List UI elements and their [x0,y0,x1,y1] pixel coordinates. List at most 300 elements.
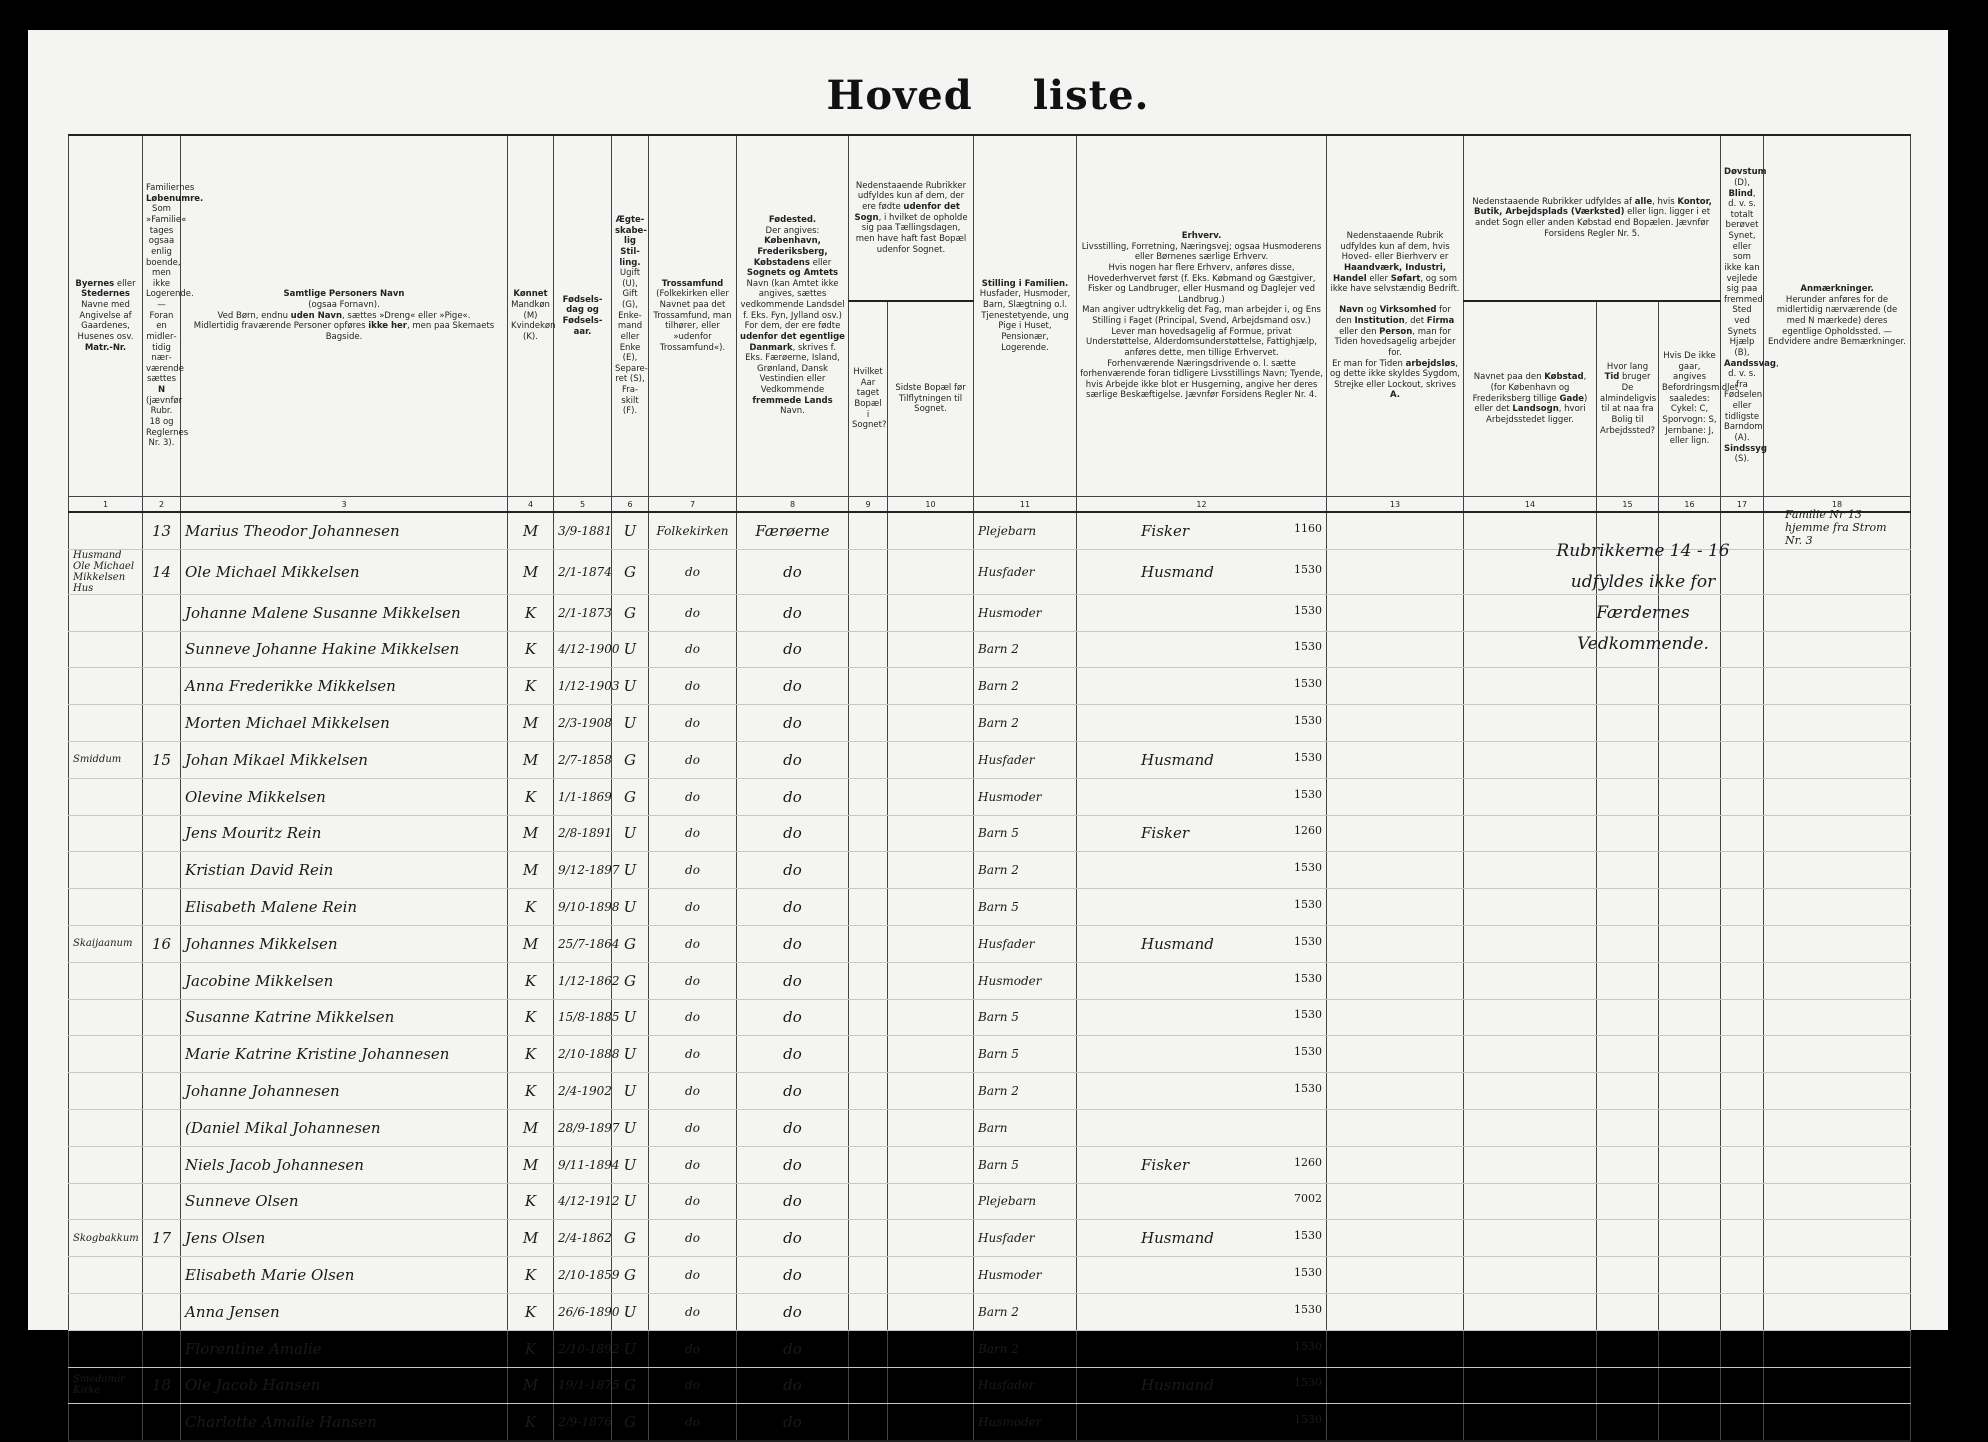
header-col-14: Navnet paa den Købstad, (for København og Frederiksberg tillige Gade) eller det Landsogn, hvori Arbejdsstedet ligger. [1464,301,1597,497]
sex-cell: K [508,889,554,926]
col-15-cell [1597,962,1659,999]
column-number-2: 2 [143,497,181,513]
place-cell [69,631,143,668]
col-17-cell [1721,1367,1764,1404]
civil-status-cell: U [612,1109,649,1146]
birthplace-cell: do [737,925,849,962]
col-15-cell [1597,1036,1659,1073]
col-15-cell [1597,1183,1659,1220]
birth-date-cell: 1/1-1869 [554,778,612,815]
column-number-11: 11 [974,497,1077,513]
col-9-cell [849,1073,888,1110]
sex-cell: M [508,1367,554,1404]
occupation-code: 1530 [1294,603,1323,617]
col-10-cell [888,815,974,852]
table-row [69,852,1911,889]
occupation-cell [1077,925,1327,962]
col-15-cell [1597,1293,1659,1330]
name-cell: Johannes Mikkelsen [181,925,508,962]
col-17-cell [1721,999,1764,1036]
name-cell: Jens Olsen [181,1220,508,1257]
civil-status-cell: U [612,852,649,889]
col-13-cell [1327,815,1464,852]
col-13-cell [1327,1404,1464,1441]
col-10-cell [888,1146,974,1183]
family-number-cell [143,1257,181,1294]
birth-date-cell: 2/8-1891 [554,815,612,852]
birth-date-cell: 2/1-1873 [554,594,612,631]
birth-date-cell: 19/1-1875 [554,1367,612,1404]
place-cell: Smiddum [69,741,143,778]
birthplace-cell: do [737,1404,849,1441]
remarks-line-1: Familie Nr 13 [1785,508,1862,521]
family-position-cell: Husfader [974,1367,1077,1404]
table-row [69,889,1911,926]
col-16-cell [1659,778,1721,815]
name-cell: Jens Mouritz Rein [181,815,508,852]
col-15-cell [1597,999,1659,1036]
sex-cell: M [508,549,554,594]
birthplace-cell: do [737,1146,849,1183]
col-9-cell [849,631,888,668]
col-9-cell [849,594,888,631]
birth-date-cell: 2/10-1888 [554,1036,612,1073]
table-row [69,741,1911,778]
occupation-cell [1077,1257,1327,1294]
col-13-cell [1327,1036,1464,1073]
birth-date-cell: 2/7-1858 [554,741,612,778]
occupation-code: 1530 [1294,714,1323,728]
col-10-cell [888,1073,974,1110]
col-10-cell [888,1109,974,1146]
sex-cell: M [508,1220,554,1257]
table-row [69,1330,1911,1367]
col-9-cell [849,741,888,778]
col-13-cell [1327,1183,1464,1220]
birth-date-cell: 25/7-1864 [554,925,612,962]
col-9-cell [849,668,888,705]
col-18-cell [1764,705,1911,742]
col-9-cell [849,705,888,742]
family-number-cell: 15 [143,741,181,778]
family-position-cell: Husfader [974,925,1077,962]
occupation-cell [1077,549,1327,594]
col-17-cell [1721,815,1764,852]
birth-date-cell: 15/8-1885 [554,999,612,1036]
col-17-cell [1721,1109,1764,1146]
family-number-cell: 18 [143,1367,181,1404]
col-15-cell [1597,1330,1659,1367]
occupation-text: Fisker [1141,824,1190,843]
col-17-cell [1721,1257,1764,1294]
col-13-cell [1327,962,1464,999]
family-position-cell: Barn 2 [974,705,1077,742]
col-16-cell [1659,1146,1721,1183]
col-14-cell [1464,1036,1597,1073]
name-cell: Ole Jacob Hansen [181,1367,508,1404]
occupation-code: 1530 [1294,1302,1323,1316]
column-number-1: 1 [69,497,143,513]
col-9-cell [849,1183,888,1220]
column-number-14: 14 [1464,497,1597,513]
col-14-cell [1464,1183,1597,1220]
occupation-code: 1530 [1294,750,1323,764]
family-number-cell [143,1183,181,1220]
col-18-cell [1764,1257,1911,1294]
column-number-8: 8 [737,497,849,513]
col-9-cell [849,1330,888,1367]
col-18-cell [1764,1293,1911,1330]
family-number-cell: 14 [143,549,181,594]
sex-cell: M [508,852,554,889]
civil-status-cell: U [612,705,649,742]
col-18-cell [1764,778,1911,815]
col-9-cell [849,778,888,815]
family-position-cell: Husfader [974,549,1077,594]
occupation-cell [1077,1146,1327,1183]
occupation-code: 1530 [1294,861,1323,875]
col-16-cell [1659,1293,1721,1330]
remarks-line-3: Nr. 3 [1785,534,1813,547]
col-18-cell [1764,1073,1911,1110]
table-row [69,705,1911,742]
col-13-cell [1327,705,1464,742]
faith-cell: do [649,962,737,999]
column-number-3: 3 [181,497,508,513]
birthplace-cell: do [737,1220,849,1257]
occupation-code: 1530 [1294,677,1323,691]
faith-cell: do [649,778,737,815]
col-18-cell [1764,999,1911,1036]
civil-status-cell: G [612,1220,649,1257]
family-number-cell [143,889,181,926]
col-9-cell [849,999,888,1036]
family-position-cell: Husmoder [974,1257,1077,1294]
col-9-cell [849,889,888,926]
col-15-cell [1597,1146,1659,1183]
birth-date-cell: 9/10-1898 [554,889,612,926]
col-18-cell [1764,1146,1911,1183]
header-col-9-10-group: Nedenstaaende Rubrikker udfyldes kun af dem, der ere fødte udenfor det Sogn, i hvilket de opholde sig paa Tællingsdagen, men have haft fast Bopæl udenfor Sognet. [849,135,974,301]
col-10-cell [888,1257,974,1294]
col-17-cell [1721,668,1764,705]
col-10-cell [888,594,974,631]
family-position-cell: Barn 5 [974,999,1077,1036]
civil-status-cell: G [612,778,649,815]
col-17-cell [1721,1293,1764,1330]
birthplace-cell: do [737,1257,849,1294]
header-col-15: Hvor lang Tid bruger De almindeligvis til at naa fra Bolig til Arbejdssted? [1597,301,1659,497]
family-position-cell: Barn 2 [974,1330,1077,1367]
sex-cell: M [508,815,554,852]
name-cell: Anna Frederikke Mikkelsen [181,668,508,705]
place-cell [69,512,143,549]
header-col-13: Nedenstaaende Rubrik udfyldes kun af dem, hvis Hoved- eller Bierhverv er Haandværk, Industri, Handel eller Søfart, og som ikke have selvstændig Bedrift. Navn og Virksomhed for den Institution, det Firma eller den Person, man for Tiden hovedsagelig arbejder for. Er man for Tiden arbejdsløs, og dette ikke skyldes Sygdom, Strejke eller Lockout, skrives A. [1327,135,1464,497]
civil-status-cell: G [612,1404,649,1441]
col-10-cell [888,705,974,742]
birthplace-cell: do [737,815,849,852]
col-13-cell [1327,1109,1464,1146]
family-position-cell: Barn 2 [974,852,1077,889]
place-cell [69,999,143,1036]
col-14-cell [1464,999,1597,1036]
col-10-cell [888,889,974,926]
faith-cell: do [649,1367,737,1404]
col-16-cell [1659,1257,1721,1294]
civil-status-cell: U [612,1146,649,1183]
birthplace-cell: do [737,1293,849,1330]
place-cell [69,1404,143,1441]
col-13-cell [1327,889,1464,926]
col-17-cell [1721,1073,1764,1110]
header-col-8: Fødested. Der angives: København, Frederiksberg, Købstadens eller Sognets og Amtets Navn (kan Amtet ikke angives, sættes vedkommende Landsdel f. Eks. Fyn, Jylland osv.) For dem, der ere fødte udenfor det egentlige Danmark, skrives f. Eks. Færøerne, Island, Grønland, Dansk Vestindien eller Vedkommende fremmede Lands Navn. [737,135,849,497]
col-16-cell [1659,741,1721,778]
name-cell: Jacobine Mikkelsen [181,962,508,999]
civil-status-cell: U [612,999,649,1036]
col-18-cell [1764,631,1911,668]
faith-cell: do [649,1146,737,1183]
family-number-cell [143,852,181,889]
column-number-15: 15 [1597,497,1659,513]
faith-cell: do [649,1293,737,1330]
occupation-code: 1530 [1294,1082,1323,1096]
sex-cell: M [508,1109,554,1146]
birth-date-cell: 9/11-1894 [554,1146,612,1183]
name-cell: Susanne Katrine Mikkelsen [181,999,508,1036]
occupation-cell [1077,705,1327,742]
civil-status-cell: U [612,1330,649,1367]
birth-date-cell: 4/12-1912 [554,1183,612,1220]
civil-status-cell: G [612,549,649,594]
name-cell: Johanne Malene Susanne Mikkelsen [181,594,508,631]
family-number-cell [143,1404,181,1441]
table-row [69,815,1911,852]
col-15-cell [1597,815,1659,852]
faith-cell: do [649,705,737,742]
faith-cell: do [649,1036,737,1073]
col-9-cell [849,925,888,962]
place-cell [69,1183,143,1220]
birthplace-cell: do [737,594,849,631]
faith-cell: Folkekirken [649,512,737,549]
col-10-cell [888,925,974,962]
occupation-text: Husmand [1141,1229,1214,1248]
col-15-cell [1597,741,1659,778]
family-number-cell [143,815,181,852]
col-16-cell [1659,1220,1721,1257]
table-row [69,1293,1911,1330]
col-17-cell [1721,1146,1764,1183]
faith-cell: do [649,1404,737,1441]
col-13-cell [1327,1367,1464,1404]
family-number-cell [143,962,181,999]
occupation-cell [1077,1109,1327,1146]
col-14-cell [1464,1330,1597,1367]
col-16-cell [1659,925,1721,962]
col-14-cell [1464,705,1597,742]
sex-cell: K [508,1183,554,1220]
birth-date-cell: 9/12-1897 [554,852,612,889]
col-9-cell [849,1036,888,1073]
birthplace-cell: do [737,668,849,705]
occupation-text: Husmand [1141,562,1214,581]
name-cell: Morten Michael Mikkelsen [181,705,508,742]
col-16-cell [1659,889,1721,926]
family-position-cell: Husfader [974,1220,1077,1257]
title-part-2: liste. [1032,72,1150,119]
header-col-1: Byernes eller Stedernes Navne med Angivelse af Gaardenes, Husenes osv. Matr.-Nr. [69,135,143,497]
name-cell: Sunneve Olsen [181,1183,508,1220]
place-cell [69,668,143,705]
table-row [69,1073,1911,1110]
civil-status-cell: U [612,1183,649,1220]
col-10-cell [888,1183,974,1220]
col-18-cell [1764,1183,1911,1220]
col-18-cell [1764,1036,1911,1073]
faith-cell: do [649,1109,737,1146]
col-15-cell [1597,778,1659,815]
column-number-6: 6 [612,497,649,513]
name-cell: Marie Katrine Kristine Johannesen [181,1036,508,1073]
col-14-cell [1464,1367,1597,1404]
occupation-cell [1077,1036,1327,1073]
col-14-cell [1464,852,1597,889]
civil-status-cell: G [612,594,649,631]
family-position-cell: Barn [974,1109,1077,1146]
family-position-cell: Barn 2 [974,1293,1077,1330]
col-14-cell [1464,815,1597,852]
header-col-6: Ægteskabelig Stilling. Ugift (U), Gift (G), Enkemand eller Enke (E), Separeret (S), Fraskilt (F). [612,135,649,497]
col-15-cell [1597,668,1659,705]
occupation-code: 1530 [1294,971,1323,985]
table-row [69,1109,1911,1146]
sex-cell: K [508,1036,554,1073]
census-sheet [28,30,1948,1432]
table-row [69,962,1911,999]
birthplace-cell: do [737,1073,849,1110]
sex-cell: K [508,1404,554,1441]
faith-cell: do [649,889,737,926]
occupation-code: 1260 [1294,1155,1323,1169]
birth-date-cell: 1/12-1903 [554,668,612,705]
birthplace-cell: Færøerne [737,512,849,549]
col-10-cell [888,512,974,549]
table-row [69,1220,1911,1257]
birthplace-cell: do [737,549,849,594]
col-13-cell [1327,1220,1464,1257]
col-15-cell [1597,1367,1659,1404]
occupation-cell [1077,1220,1327,1257]
civil-status-cell: U [612,815,649,852]
col-10-cell [888,1367,974,1404]
family-position-cell: Plejebarn [974,1183,1077,1220]
occupation-cell [1077,668,1327,705]
name-cell: Elisabeth Malene Rein [181,889,508,926]
table-row [69,1367,1911,1404]
header-col-9: Hvilket Aar taget Bopæl i Sognet? [849,301,888,497]
col-13-cell [1327,852,1464,889]
faith-cell: do [649,631,737,668]
civil-status-cell: U [612,668,649,705]
col-18-cell [1764,1404,1911,1441]
name-cell: Marius Theodor Johannesen [181,512,508,549]
header-col-11: Stilling i Familien. Husfader, Husmoder, Barn, Slægtning o.l. Tjenestetyende, ung Pige i Huset, Pensionær, Logerende. [974,135,1077,497]
birthplace-cell: do [737,631,849,668]
col-16-cell [1659,1073,1721,1110]
occupation-cell [1077,1183,1327,1220]
name-cell: Johanne Johannesen [181,1073,508,1110]
col-18-cell [1764,925,1911,962]
family-position-cell: Husmoder [974,962,1077,999]
name-cell: Elisabeth Marie Olsen [181,1257,508,1294]
column-number-13: 13 [1327,497,1464,513]
col-17-cell [1721,741,1764,778]
name-cell: Olevine Mikkelsen [181,778,508,815]
col-18-cell [1764,1367,1911,1404]
occupation-text: Fisker [1141,1155,1190,1174]
birthplace-cell: do [737,1367,849,1404]
col-13-cell [1327,1257,1464,1294]
column-number-17: 17 [1721,497,1764,513]
sex-cell: K [508,594,554,631]
col-14-cell [1464,1257,1597,1294]
col-9-cell [849,1367,888,1404]
col-16-cell [1659,1036,1721,1073]
occupation-code: 1530 [1294,1339,1323,1353]
occupation-code: 1260 [1294,824,1323,838]
col-16-cell [1659,1183,1721,1220]
birthplace-cell: do [737,705,849,742]
col-13-cell [1327,1146,1464,1183]
family-number-cell [143,778,181,815]
table-row [69,925,1911,962]
title-part-1: Hoved [826,72,973,119]
birthplace-cell: do [737,1183,849,1220]
sex-cell: K [508,1330,554,1367]
occupation-text: Fisker [1141,521,1190,540]
birth-date-cell: 2/4-1902 [554,1073,612,1110]
col-14-cell [1464,889,1597,926]
table-row [69,1257,1911,1294]
birth-date-cell: 2/10-1892 [554,1330,612,1367]
header-col-7: Trossamfund (Folkekirken eller Navnet paa det Trossamfund, man tilhører, eller »udenfor Trossamfund«). [649,135,737,497]
col-14-cell [1464,925,1597,962]
sex-cell: K [508,1073,554,1110]
col-10-cell [888,741,974,778]
occupation-cell [1077,1073,1327,1110]
col-16-cell [1659,1330,1721,1367]
col-15-cell [1597,705,1659,742]
table-row [69,999,1911,1036]
family-position-cell: Barn 2 [974,631,1077,668]
name-cell: Kristian David Rein [181,852,508,889]
faith-cell: do [649,1220,737,1257]
side-note-line-2: udfyldes ikke for [1570,572,1716,592]
place-cell [69,1330,143,1367]
occupation-code: 1530 [1294,1376,1323,1390]
birth-date-cell: 2/9-1876 [554,1404,612,1441]
column-number-16: 16 [1659,497,1721,513]
family-number-cell [143,631,181,668]
occupation-text: Husmand [1141,1376,1214,1395]
col-10-cell [888,668,974,705]
occupation-code: 1530 [1294,1229,1323,1243]
birth-date-cell: 3/9-1881 [554,512,612,549]
family-number-cell [143,1330,181,1367]
place-cell [69,815,143,852]
col-14-cell [1464,1146,1597,1183]
birth-date-cell: 2/1-1874 [554,549,612,594]
